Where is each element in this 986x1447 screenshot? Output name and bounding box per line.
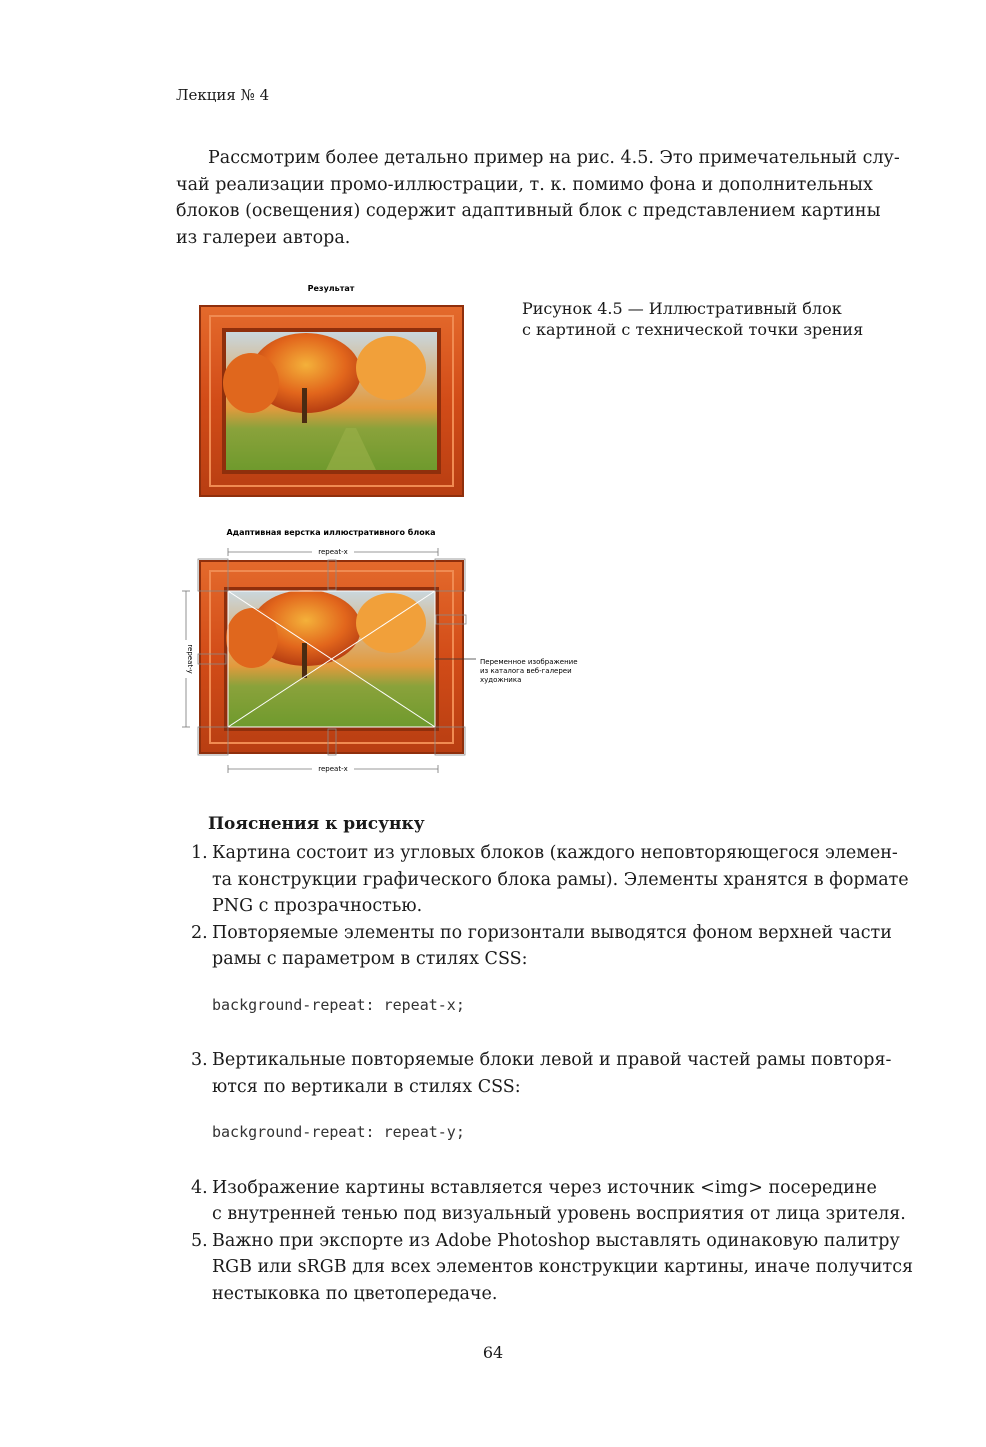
figure-bottom-title: Адаптивная верстка иллюстративного блока <box>226 528 436 537</box>
figure-caption <box>522 298 863 340</box>
item-line: нестыковка по цветопередаче. <box>212 1283 498 1304</box>
item-line: с внутренней тенью под визуальный уровень восприятия от лица зрителя. <box>212 1204 906 1224</box>
notes-list <box>176 840 914 1307</box>
item-number: 1. <box>191 843 208 863</box>
intro-line: из галереи автора. <box>176 227 351 248</box>
item-line: Вертикальные повторяемые блоки левой и правой частей рамы повторя- <box>212 1050 892 1070</box>
repeat-x-top-label: repeat-x <box>318 548 348 556</box>
item-line: Важно при экспорте из Adobe Photoshop выставлять одинаковую палитру <box>212 1230 900 1251</box>
item-number: 2. <box>191 922 208 943</box>
code-snippet: background-repeat: repeat-y; <box>212 1123 465 1141</box>
list-item <box>176 1175 906 1228</box>
annotation-line-3: художника <box>480 676 522 684</box>
list-item <box>176 1047 892 1100</box>
item-line: та конструкции графического блока рамы). Элементы хранятся в формате <box>212 869 909 890</box>
page-number: 64 <box>482 1343 504 1362</box>
tree-left <box>226 608 278 668</box>
annotation-line-2: из каталога веб-галереи <box>480 667 572 675</box>
item-line: рамы с параметром в стилях CSS: <box>212 949 528 969</box>
item-line: Картина состоит из угловых блоков (каждого неповторяющегося элемен- <box>212 843 898 863</box>
item-number: 4. <box>191 1177 208 1198</box>
tree-trunk <box>302 643 307 678</box>
tree-trunk <box>302 388 307 423</box>
list-item <box>176 840 909 920</box>
repeat-y-label: repeat-y <box>186 644 194 674</box>
item-line: Повторяемые элементы по горизонтали выводятся фоном верхней части <box>212 922 892 943</box>
tree-right <box>356 593 426 653</box>
item-line: Изображение картины вставляется через источник <img> посередине <box>212 1177 877 1198</box>
item-line: PNG с прозрачностью. <box>212 896 423 916</box>
intro-line: блоков (освещения) содержит адаптивный блок с представлением картины <box>176 201 881 221</box>
intro-line: чай реализации промо-иллюстрации, т. к. помимо фона и дополнительных <box>176 174 873 195</box>
list-item <box>176 1228 914 1308</box>
intro-paragraph <box>176 145 900 251</box>
figure-top-title: Результат <box>307 284 355 293</box>
tree-right <box>356 336 426 400</box>
annotation-line-1: Переменное изображение <box>480 658 578 666</box>
tree-left <box>223 353 279 413</box>
item-line: ются по вертикали в стилях CSS: <box>212 1076 521 1097</box>
code-snippet: background-repeat: repeat-x; <box>212 995 465 1014</box>
caption-line: Рисунок 4.5 — Иллюстративный блок <box>522 299 842 318</box>
item-number: 5. <box>191 1230 208 1251</box>
repeat-x-bottom-label: repeat-x <box>318 765 348 773</box>
figure-4-5 <box>176 278 596 778</box>
running-header: Лекция № 4 <box>176 86 270 104</box>
intro-line: Рассмотрим более детально пример на рис. 4.5. Это примечательный слу- <box>208 148 900 168</box>
adaptive-painting <box>198 559 466 755</box>
item-line: RGB или sRGB для всех элементов конструкции картины, иначе получится <box>212 1257 914 1277</box>
result-painting <box>200 306 463 496</box>
caption-line: с картиной с технической точки зрения <box>522 320 864 339</box>
notes-title: Пояснения к рисунку <box>208 814 425 834</box>
list-item <box>176 920 892 973</box>
item-number: 3. <box>191 1050 208 1070</box>
